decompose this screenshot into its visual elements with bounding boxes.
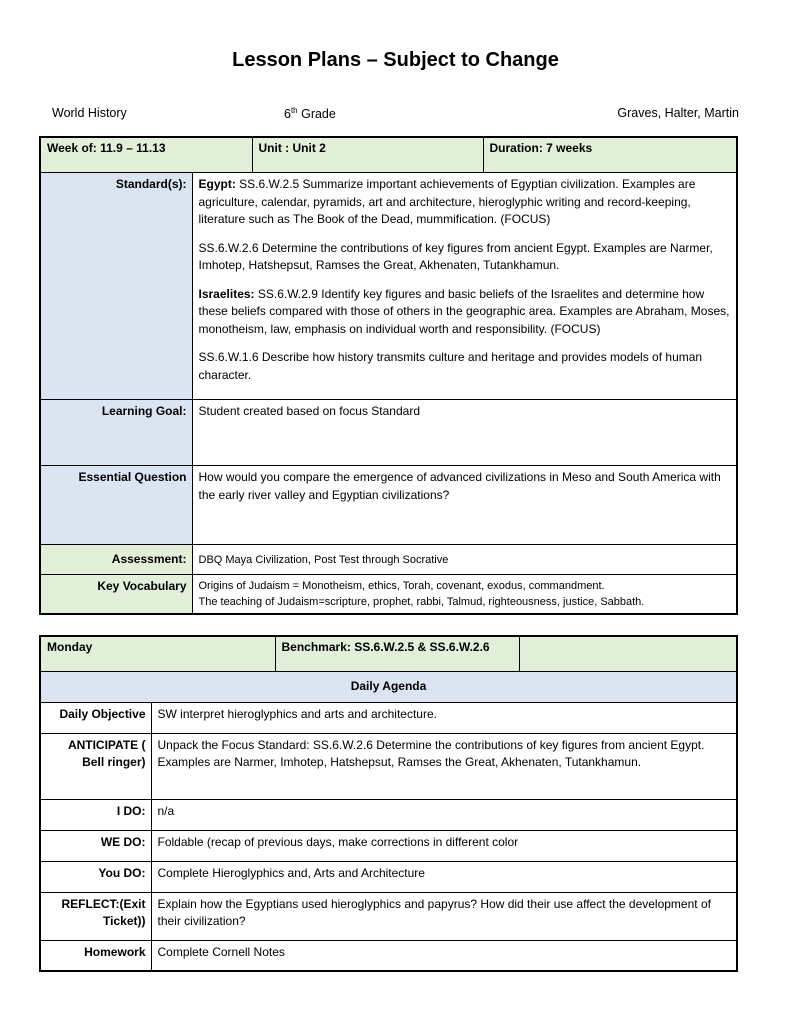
overview-table [39,136,738,615]
page-title: Lesson Plans – Subject to Change [232,49,559,71]
history-standard: SS.6.W.1.6 Describe how history transmits culture and heritage and provides models of human character. [198,350,703,382]
agenda-row [40,702,737,733]
unit-cell: Unit : Unit 2 [252,137,483,173]
agenda-row-text: SW interpret hieroglyphics and arts and architecture. [151,702,737,733]
standards-row [40,173,737,400]
vocab-line-1: Origins of Judaism = Monotheism, ethics, Torah, covenant, exodus, commandment. [198,580,605,592]
agenda-title: Daily Agenda [40,672,737,703]
agenda-row [40,892,737,940]
benchmark-cell: Benchmark: SS.6.W.2.5 & SS.6.W.2.6 [275,636,519,672]
assessment-row [40,545,737,575]
grade-word: Grade [297,107,336,122]
grade-text [284,106,336,121]
essential-question-label: Essential Question [40,466,192,545]
monday-table [39,635,738,972]
key-vocabulary-row [40,575,737,615]
agenda-row-label: Homework [40,940,151,971]
monday-header-row [40,636,737,672]
agenda-row-label: I DO: [40,799,151,830]
agenda-row-text: n/a [151,799,737,830]
day-cell: Monday [40,636,275,672]
israelites-label: Israelites: [198,286,255,301]
assessment-text: DBQ Maya Civilization, Post Test through Socrative [192,545,737,575]
agenda-row-text: Unpack the Focus Standard: SS.6.W.2.6 Determine the contributions of key figures from ancient Egypt. Examples are Narmer, Imhotep, Hatshepsut, Ramses the Great, Akhenaten, Tutankhamun. [151,733,737,799]
egypt-standard [199,176,732,229]
agenda-title-row [40,672,737,703]
duration-cell: Duration: 7 weeks [483,137,737,173]
agenda-row-label: REFLECT:(Exit Ticket)) [40,892,151,940]
israelites-standard [199,286,732,339]
grade-ordinal: th [290,106,298,115]
key-vocabulary-label: Key Vocabulary [40,575,192,615]
agenda-row-label: You DO: [40,861,151,892]
assessment-label: Assessment: [40,545,192,575]
agenda-row [40,940,737,971]
grade-number: 6 [284,107,291,122]
agenda-row [40,733,737,799]
learning-goal-text: Student created based on focus Standard [192,400,737,466]
agenda-row-text: Explain how the Egyptians used hieroglyphics and papyrus? How did their use affect the development of their civilization? [151,892,737,940]
israelites-text: SS.6.W.2.9 Identify key figures and basic beliefs of the Israelites and determine how these beliefs compared with those of others in the geographic area. Examples are Abraham, Moses, monotheism, law, emphasis on individual worth and responsibility. (FOCUS) [198,286,730,336]
teachers-text: Graves, Halter, Martin [617,106,739,120]
agenda-row [40,861,737,892]
learning-goal-row [40,400,737,466]
key-vocabulary-content [192,575,737,615]
agenda-row [40,830,737,861]
agenda-row-label: ANTICIPATE ( Bell ringer) [40,733,151,799]
agenda-row-label: WE DO: [40,830,151,861]
egypt-text: SS.6.W.2.5 Summarize important achievements of Egyptian civilization. Examples are agriculture, calendar, pyramids, art and architecture, hieroglyphic writing and record-keeping, literature such as The Book of the Dead, mummification. (FOCUS) [198,177,696,226]
subject-text: World History [52,106,127,120]
egypt-standard-2: SS.6.W.2.6 Determine the contributions of key figures from ancient Egypt. Examples are Narmer, Imhotep, Hatshepsut, Ramses the Great, Akhenaten, Tutankhamun. [198,240,713,272]
standards-label: Standard(s): [40,173,192,400]
agenda-row-text: Foldable (recap of previous days, make corrections in different color [151,830,737,861]
agenda-row-text: Complete Hieroglyphics and, Arts and Architecture [151,861,737,892]
agenda-row [40,799,737,830]
vocab-line-2: The teaching of Judaism=scripture, prophet, rabbi, Talmud, righteousness, justice, Sabbath. [198,596,645,608]
agenda-row-text: Complete Cornell Notes [151,940,737,971]
week-cell: Week of: 11.9 – 11.13 [40,137,252,173]
learning-goal-label: Learning Goal: [40,400,192,466]
standards-content [192,173,737,400]
essential-question-text: How would you compare the emergence of advanced civilizations in Meso and South America with the early river valley and Egyptian civilizations? [192,466,737,545]
essential-question-row [40,466,737,545]
overview-header-row [40,137,737,173]
agenda-row-label: Daily Objective [40,702,151,733]
egypt-label: Egypt: [198,177,236,191]
empty-header-cell [519,636,737,672]
